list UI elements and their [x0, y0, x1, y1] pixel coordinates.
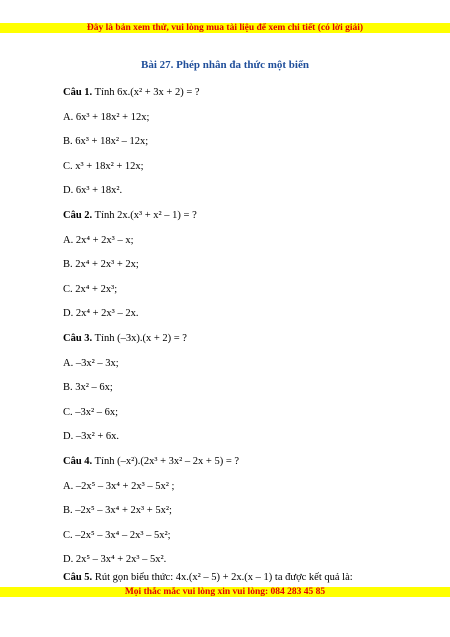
question-text: Tính 6x.(x² + 3x + 2) = ?: [94, 87, 200, 98]
option-a: A. –3x² – 3x;: [63, 358, 119, 369]
preview-notice-banner: [0, 23, 450, 33]
question-3: [63, 333, 187, 344]
question-label: Câu 3.: [63, 333, 93, 344]
question-4: [63, 456, 239, 467]
option-d: D. 6x³ + 18x².: [63, 185, 123, 196]
option-c: C. x³ + 18x² + 12x;: [63, 161, 144, 172]
option-b: B. 6x³ + 18x² – 12x;: [63, 136, 149, 147]
lesson-title: Bài 27. Phép nhân đa thức một biến: [141, 59, 309, 71]
option-d: D. 2x⁵ – 3x⁴ + 2x³ – 5x².: [63, 554, 167, 565]
question-2: [63, 210, 197, 221]
question-text: Tính 2x.(x³ + x² – 1) = ?: [94, 210, 197, 221]
option-a: A. 2x⁴ + 2x³ – x;: [63, 235, 134, 246]
option-d: D. –3x² + 6x.: [63, 431, 120, 442]
option-c: C. 2x⁴ + 2x³;: [63, 284, 118, 295]
option-b: B. 3x² – 6x;: [63, 382, 113, 393]
contact-text: Mọi thắc mắc vui lòng xin vui lòng: 084 283 45 85: [124, 587, 326, 597]
preview-notice-text: Đây là bản xem thử, vui lòng mua tài liệu để xem chi tiết (có lời giải): [86, 23, 364, 33]
question-label: Câu 1.: [63, 87, 93, 98]
option-b: B. –2x⁵ – 3x⁴ + 2x³ + 5x²;: [63, 505, 172, 516]
option-d: D. 2x⁴ + 2x³ – 2x.: [63, 308, 139, 319]
question-label: Câu 4.: [63, 456, 93, 467]
question-1: [63, 87, 200, 98]
contact-banner: [0, 587, 450, 597]
question-text: Rút gọn biểu thức: 4x.(x² – 5) + 2x.(x – 1) ta được kết quả là:: [94, 572, 353, 583]
option-b: B. 2x⁴ + 2x³ + 2x;: [63, 259, 139, 270]
question-5: [63, 572, 353, 583]
option-a: A. –2x⁵ – 3x⁴ + 2x³ – 5x² ;: [63, 481, 175, 492]
question-text: Tính (–3x).(x + 2) = ?: [94, 333, 187, 344]
question-text: Tính (–x²).(2x³ + 3x² – 2x + 5) = ?: [94, 456, 240, 467]
option-a: A. 6x³ + 18x² + 12x;: [63, 112, 150, 123]
question-label: Câu 5.: [63, 572, 93, 583]
option-c: C. –3x² – 6x;: [63, 407, 119, 418]
option-c: C. –2x⁵ – 3x⁴ – 2x³ – 5x²;: [63, 530, 171, 541]
question-label: Câu 2.: [63, 210, 93, 221]
